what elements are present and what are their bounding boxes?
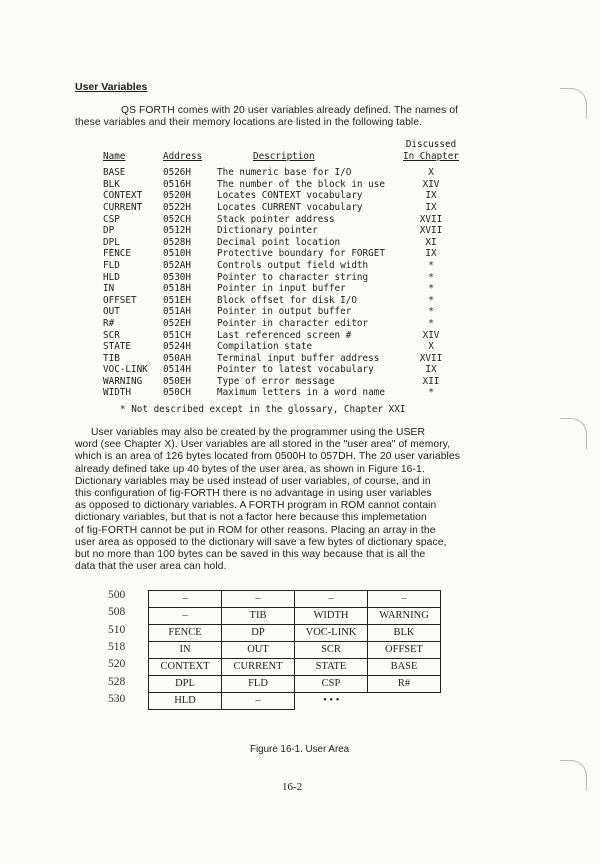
user-area-cell: CONTEXT [149, 659, 222, 676]
user-area-cell: IN [149, 642, 222, 659]
body-line: dictionary variables, but that is not a factor here because this implemetation [75, 512, 427, 524]
var-description: Pointer in input buffer [217, 283, 346, 295]
var-description: Type of error message [217, 375, 335, 387]
user-area-cell [368, 693, 441, 710]
address-label: 510 [108, 624, 126, 636]
address-label: 528 [108, 676, 126, 688]
intro-line: QS FORTH comes with 20 user variables already defined. The names of [121, 105, 459, 116]
var-chapter: * [428, 283, 434, 295]
var-address: 0522H [163, 201, 191, 213]
user-area-cell: FLD [222, 676, 295, 693]
body-line: user area as opposed to the dictionary will save a few bytes of dictionary space, [75, 536, 447, 548]
var-address: 0530H [163, 271, 191, 283]
body-line: word (see Chapter X). User variables are all stored in the "user area" of memory, [75, 439, 451, 451]
var-chapter: XII [422, 375, 440, 387]
var-description: Maximum letters in a word name [217, 387, 385, 399]
var-description: Protective boundary for FORGET [217, 248, 385, 260]
body-line: of fig-FORTH cannot be put in ROM for other reasons. Placing an array in the [75, 524, 436, 536]
var-name: STATE [103, 341, 131, 353]
user-area-row [149, 693, 441, 710]
var-address: 0528H [163, 236, 191, 248]
var-address: 050AH [163, 352, 191, 364]
var-name: BASE [103, 167, 126, 179]
var-name: WARNING [103, 375, 143, 387]
var-name: CURRENT [103, 201, 143, 213]
header-discussed: Discussed [405, 139, 457, 150]
user-area-cell: WARNING [368, 608, 441, 625]
body-line: data that the user area can hold. [75, 561, 227, 573]
var-address: 0520H [163, 190, 191, 202]
user-area-cell: – [149, 608, 222, 625]
user-area-diagram [148, 590, 441, 710]
var-address: 0524H [163, 341, 191, 353]
user-area-row [149, 676, 441, 693]
var-description: The numeric base for I/O [217, 167, 352, 179]
var-address: 0510H [163, 248, 191, 260]
user-area-cell: VOC-LINK [295, 625, 368, 642]
footnote: * Not described except in the glossary, Chapter XXI [120, 404, 406, 415]
var-name: WIDTH [103, 387, 131, 399]
var-name: FLD [103, 259, 120, 271]
var-address: 052AH [163, 259, 191, 271]
var-name: SCR [103, 329, 120, 341]
var-chapter: * [428, 387, 434, 399]
user-area-cell: BASE [368, 659, 441, 676]
var-chapter: XIV [422, 178, 440, 190]
var-address: 051AH [163, 306, 191, 318]
var-address: 052CH [163, 213, 191, 225]
var-description: The number of the block in use [217, 178, 385, 190]
var-name: HLD [103, 271, 120, 283]
var-chapter: * [428, 306, 434, 318]
header-address: Address [163, 150, 203, 162]
user-area-cell: – [222, 693, 295, 710]
var-address: 052EH [163, 317, 191, 329]
user-area-cell: – [222, 591, 295, 608]
user-area-row [149, 659, 441, 676]
var-address: 0518H [163, 283, 191, 295]
var-description: Stack pointer address [217, 213, 335, 225]
user-area-cell: R# [368, 676, 441, 693]
header-name: Name [103, 150, 126, 162]
var-chapter: X [428, 341, 434, 353]
var-chapter: * [428, 271, 434, 283]
var-description: Dictionary pointer [217, 225, 318, 237]
user-area-cell: OFFSET [368, 642, 441, 659]
var-name: DPL [103, 236, 120, 248]
address-label: 518 [108, 641, 126, 653]
var-chapter: X [428, 167, 434, 179]
var-chapter: * [428, 259, 434, 271]
user-area-cell: STATE [295, 659, 368, 676]
body-paragraph [75, 427, 503, 573]
margin-mark [560, 760, 587, 791]
var-chapter: XIV [422, 329, 440, 341]
user-area-cell: TIB [222, 608, 295, 625]
var-name: BLK [103, 178, 120, 190]
var-address: 0526H [163, 167, 191, 179]
var-description: Decimal point location [217, 236, 341, 248]
var-chapter: IX [425, 190, 437, 202]
body-line: but no more than 100 bytes can be saved in this way because that is all the [75, 549, 426, 561]
user-area-cell: CSP [295, 676, 368, 693]
user-area-cell: • • • [323, 695, 340, 707]
var-address: 0516H [163, 178, 191, 190]
user-area-cell: – [368, 591, 441, 608]
user-area-cell: WIDTH [295, 608, 368, 625]
var-address: 051EH [163, 294, 191, 306]
var-name: CSP [103, 213, 120, 225]
user-area-cell: DP [222, 625, 295, 642]
var-description: Locates CURRENT vocabulary [217, 201, 363, 213]
body-line: already defined take up 40 bytes of the user area, as shown in Figure 16-1. [75, 463, 425, 475]
var-chapter: IX [425, 248, 437, 260]
user-area-row [149, 625, 441, 642]
var-chapter: XVII [419, 213, 443, 225]
var-name: CONTEXT [103, 190, 143, 202]
var-name: OFFSET [103, 294, 137, 306]
var-address: 050CH [163, 387, 191, 399]
var-description: Pointer to latest vocabulary [217, 364, 374, 376]
body-line: as opposed to dictionary variables. A FORTH program in ROM cannot contain [75, 500, 437, 512]
user-area-row [149, 642, 441, 659]
user-area-cell: CURRENT [222, 659, 295, 676]
user-area-cell: BLK [368, 625, 441, 642]
var-name: DP [103, 225, 115, 237]
var-description: Pointer to character string [217, 271, 369, 283]
var-chapter: * [428, 294, 434, 306]
figure-caption: Figure 16-1. User Area [250, 744, 350, 755]
var-name: VOC-LINK [103, 364, 148, 376]
var-description: Pointer in output buffer [217, 306, 352, 318]
body-line: User variables may also be created by the programmer using the USER [91, 427, 426, 438]
section-title: User Variables [75, 81, 148, 93]
user-area-cell: FENCE [149, 625, 222, 642]
var-chapter: XVII [419, 352, 443, 364]
header-chapter: In Chapter [403, 150, 459, 162]
var-description: Controls output field width [217, 259, 369, 271]
body-line: Dictionary variables may be used instead of user variables, of course, and in [75, 475, 431, 487]
var-name: TIB [103, 352, 120, 364]
address-label: 500 [108, 589, 126, 601]
var-chapter: IX [425, 364, 437, 376]
var-address: 050EH [163, 375, 191, 387]
var-description: Block offset for disk I/O [217, 294, 357, 306]
var-description: Terminal input buffer address [217, 352, 380, 364]
address-label: 520 [108, 658, 126, 670]
var-chapter: IX [425, 201, 437, 213]
body-line: which is an area of 126 bytes located from 0500H to 057DH. The 20 user variables [75, 451, 461, 463]
page-number: 16-2 [282, 781, 303, 793]
var-description: Pointer in character editor [217, 317, 369, 329]
margin-mark [560, 88, 587, 119]
var-chapter: * [428, 317, 434, 329]
var-chapter: XVII [419, 225, 443, 237]
intro-paragraph [75, 105, 505, 129]
var-address: 0514H [163, 364, 191, 376]
user-area-cell: – [149, 591, 222, 608]
body-line: this configuration of fig-FORTH there is no advantage in using user variables [75, 488, 432, 500]
address-label: 530 [108, 693, 126, 705]
address-label: 508 [108, 606, 126, 618]
user-area-cell: SCR [295, 642, 368, 659]
user-area-cell: DPL [149, 676, 222, 693]
var-address: 0512H [163, 225, 191, 237]
var-address: 051CH [163, 329, 191, 341]
var-chapter: XI [425, 236, 437, 248]
user-area-row [149, 608, 441, 625]
intro-line: these variables and their memory locations are listed in the following table. [75, 117, 423, 129]
var-description: Compilation state [217, 341, 313, 353]
user-area-cell: HLD [149, 693, 222, 710]
var-name: FENCE [103, 248, 131, 260]
var-name: OUT [103, 306, 120, 318]
header-description: Description [253, 150, 315, 162]
var-name: R# [103, 317, 115, 329]
var-name: IN [103, 283, 115, 295]
user-area-cell: OUT [222, 642, 295, 659]
var-description: Locates CONTEXT vocabulary [217, 190, 363, 202]
var-description: Last referenced screen # [217, 329, 352, 341]
user-area-cell: – [295, 591, 368, 608]
margin-mark [560, 418, 587, 449]
user-area-row [149, 591, 441, 608]
